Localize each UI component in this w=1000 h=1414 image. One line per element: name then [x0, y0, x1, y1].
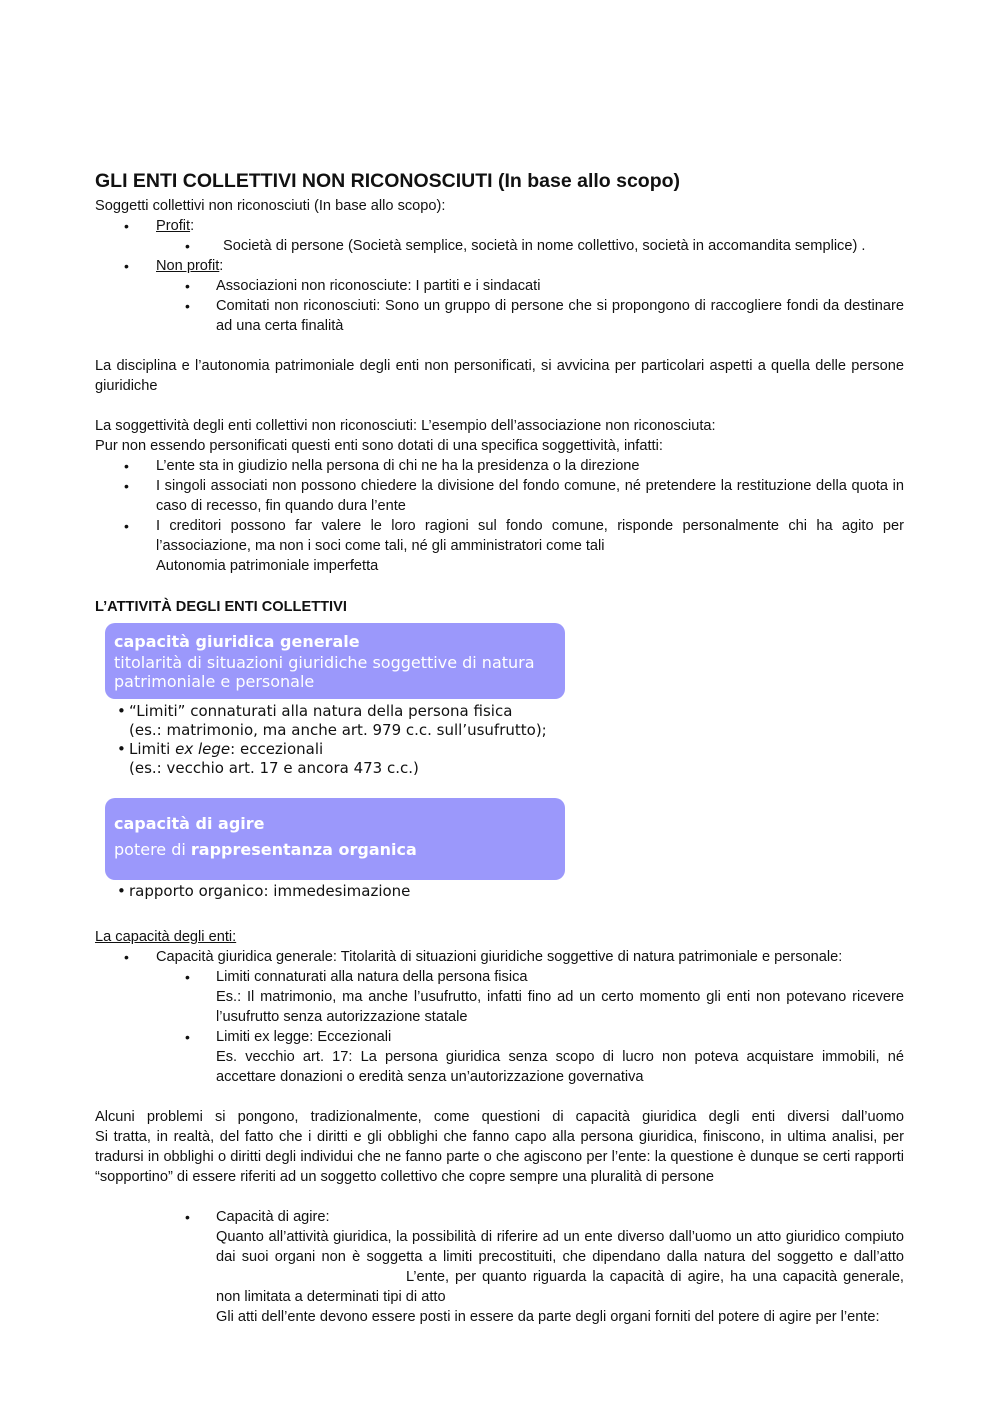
list-item-profit — [95, 216, 904, 236]
document-page — [95, 168, 904, 1327]
profit-colon: : — [190, 218, 195, 234]
bullet-icon — [185, 1027, 190, 1048]
list-item — [95, 1207, 904, 1327]
text-part-bold: rappresentanza organica — [190, 840, 417, 859]
bullet-icon — [124, 476, 129, 497]
bullet-icon — [185, 296, 190, 317]
slide-bullet-line: (es.: matrimonio, ma anche art. 979 c.c. sull’usufrutto); — [129, 721, 547, 739]
bullet-icon — [185, 236, 190, 257]
bullet-icon — [124, 216, 129, 237]
bullet-icon — [117, 740, 126, 759]
bullet-icon — [117, 702, 126, 721]
bullet-icon — [117, 882, 126, 901]
problemi-line1: Alcuni problemi si pongono, tradizionalmente, come questioni di capacità giuridica degli enti diversi dall’uomo — [95, 1109, 904, 1125]
item-text — [216, 1227, 904, 1307]
slide-bullet-line: rapporto organico: immedesimazione — [129, 882, 411, 900]
bullet-icon — [185, 1207, 190, 1228]
section-heading-attivita: L’ATTIVITÀ DEGLI ENTI COLLETTIVI — [95, 599, 347, 615]
list-item — [95, 516, 904, 577]
text-part: L’ente, per quanto riguarda la capacità di agire, ha una capacità generale, non limitata a determinati tipi di atto — [216, 1269, 904, 1305]
text-part: potere di — [114, 840, 191, 859]
capacita-heading: La capacità degli enti: — [95, 929, 237, 945]
bullet-icon — [124, 516, 129, 537]
nonprofit-colon: : — [219, 258, 224, 274]
text-part: Limiti — [129, 740, 176, 758]
slide-bullet — [105, 702, 575, 740]
text-part-italic: ex lege — [175, 740, 231, 758]
list-item — [95, 456, 904, 476]
bullet-icon — [124, 456, 129, 477]
comitati-text: Comitati non riconosciuti: Sono un gruppo di persone che si propongono di raccogliere fondi da destinare ad una certa finalità — [216, 298, 904, 334]
bullet-icon — [124, 947, 129, 968]
bullet-icon — [185, 967, 190, 988]
item-text: Es.: Il matrimonio, ma anche l’usufrutto, infatti fino ad un certo momento gli enti non potevano ricevere l’usufrutto senza autorizzazione statale — [216, 989, 904, 1025]
slide-bullet-line: (es.: vecchio art. 17 e ancora 473 c.c.) — [129, 759, 419, 777]
list-item — [95, 967, 904, 1027]
slide-bullet — [105, 740, 575, 778]
item-text: Gli atti dell’ente devono essere posti in essere da parte degli organi forniti del potere di agire per l’ente: — [216, 1309, 880, 1325]
text-part: : eccezionali — [230, 740, 324, 758]
list-item — [95, 1027, 904, 1087]
page-title: GLI ENTI COLLETTIVI NON RICONOSCIUTI (In base allo scopo) — [95, 170, 681, 192]
list-item-societa — [95, 236, 904, 256]
disciplina-paragraph: La disciplina e l’autonomia patrimoniale degli enti non personificati, si avvicina per particolari aspetti a quella delle persone giuridiche — [95, 358, 904, 394]
nonprofit-label: Non profit — [156, 258, 220, 274]
problemi-paragraph: Si tratta, in realtà, del fatto che i diritti e gli obblighi che fanno capo alla persona giuridica, finiscono, in ultima analisi, per tradursi in obblighi o diritti degli individui che ne fanno parte o che agiscono per l’ente: la questione è dunque se certi rapporti “sopportino” di essere riferiti ad un soggetto collettivo che copre sempre una pluralità di persone — [95, 1129, 904, 1185]
box-capacita-giuridica — [105, 623, 565, 699]
item-text: I singoli associati non possono chiedere la divisione del fondo comune, né pretendere la restituzione della quota in caso di recesso, fin quando dura l’ente — [156, 478, 904, 514]
box-text: titolarità di situazioni giuridiche soggettive di natura patrimoniale e personale — [114, 653, 535, 691]
box-text — [114, 837, 555, 863]
societa-text: Società di persone (Società semplice, società in nome collettivo, società in accomandita semplice) . — [223, 238, 866, 254]
bullet-icon — [124, 256, 129, 277]
slide-bullet-line: “Limiti” connaturati alla natura della persona fisica — [129, 702, 513, 720]
agire-list — [95, 1207, 904, 1327]
list-item-associazioni — [95, 276, 904, 296]
item-title: Limiti ex legge: Eccezionali — [216, 1029, 392, 1045]
soggettivita-line2: Pur non essendo personificati questi enti sono dotati di una specifica soggettività, infatti: — [95, 438, 663, 454]
profit-label: Profit — [156, 218, 191, 234]
box-title: capacità giuridica generale — [114, 632, 360, 651]
associazioni-text: Associazioni non riconosciute: I partiti e i sindacati — [216, 278, 541, 294]
scope-list — [95, 216, 904, 336]
list-item — [95, 476, 904, 516]
capacita-list — [95, 947, 904, 1087]
list-item — [95, 947, 904, 967]
slide-bullet — [105, 882, 575, 901]
item-title: Limiti connaturati alla natura della persona fisica — [216, 969, 528, 985]
item-text: L’ente sta in giudizio nella persona di chi ne ha la presidenza o la direzione — [156, 458, 640, 474]
item-text: Capacità giuridica generale: Titolarità di situazioni giuridiche soggettive di natura patrimoniale e personale: — [156, 949, 843, 965]
box-title: capacità di agire — [114, 814, 265, 833]
soggettivita-list — [95, 456, 904, 577]
intro-line: Soggetti collettivi non riconosciuti (In base allo scopo): — [95, 198, 446, 214]
box-capacita-agire — [105, 798, 565, 880]
list-item-comitati — [95, 296, 904, 336]
text-part: Quanto all’attività giuridica, la possibilità di riferire ad un ente diverso dall’uomo un atto giuridico compiuto dai suoi organi non è soggetta a limiti precostituiti, che dipendano dalla natura del soggetto e dall’atto — [216, 1229, 904, 1265]
list-item-nonprofit — [95, 256, 904, 276]
item-text: Es. vecchio art. 17: La persona giuridica senza scopo di lucro non poteva acquistare immobili, né accettare donazioni o eredità senza un’autorizzazione governativa — [216, 1049, 904, 1085]
bullet-icon — [185, 276, 190, 297]
soggettivita-line1: La soggettività degli enti collettivi non riconosciuti: L’esempio dell’associazione non riconosciuta: — [95, 418, 716, 434]
slide-bullet-line — [129, 740, 575, 759]
conclusion-text: Autonomia patrimoniale imperfetta — [156, 558, 379, 574]
slide-image — [105, 623, 575, 901]
item-text: I creditori possono far valere le loro ragioni sul fondo comune, risponde personalmente chi ha agito per l’associazione, ma non i soci come tali, né gli amministratori come tali — [156, 518, 904, 554]
item-title: Capacità di agire: — [216, 1209, 330, 1225]
